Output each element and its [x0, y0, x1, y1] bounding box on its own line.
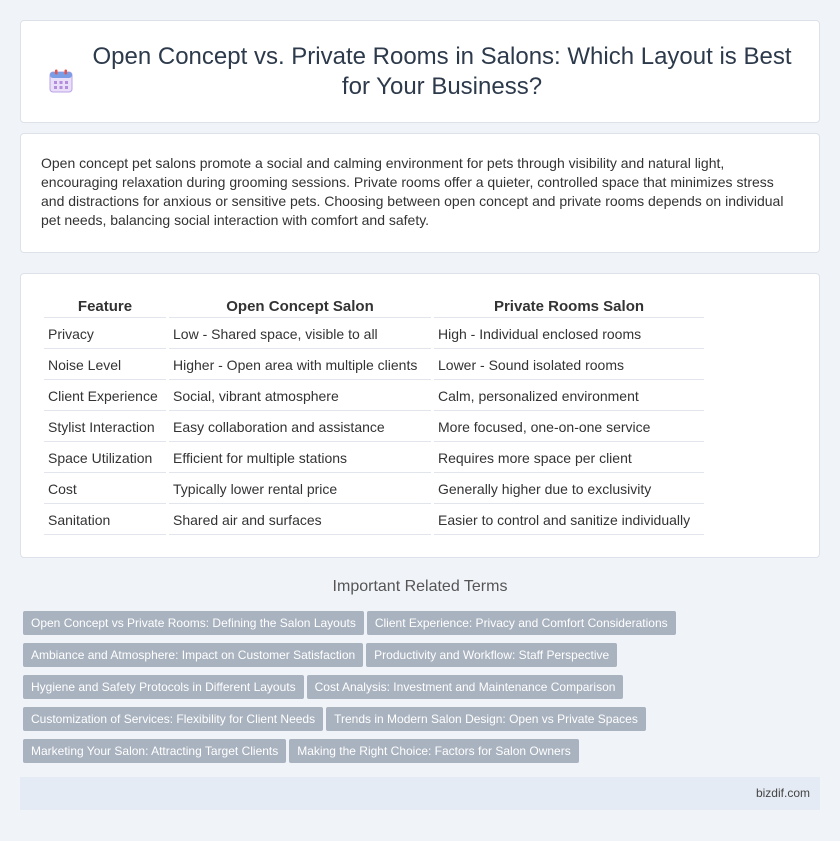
table-cell: High - Individual enclosed rooms [434, 318, 704, 349]
footer [20, 777, 820, 810]
table-cell: Calm, personalized environment [434, 380, 704, 411]
table-row [44, 318, 704, 349]
table-cell: Easier to control and sanitize individually [434, 504, 704, 535]
related-term-tag[interactable]: Open Concept vs Private Rooms: Defining the Salon Layouts [23, 611, 364, 635]
related-term-tag[interactable]: Client Experience: Privacy and Comfort Considerations [367, 611, 676, 635]
related-term-tag[interactable]: Marketing Your Salon: Attracting Target Clients [23, 739, 286, 763]
related-terms-list [23, 611, 823, 771]
table-cell: Efficient for multiple stations [169, 442, 431, 473]
table-cell: Space Utilization [44, 442, 166, 473]
table-cell: More focused, one-on-one service [434, 411, 704, 442]
table-cell: Higher - Open area with multiple clients [169, 349, 431, 380]
table-row [44, 473, 704, 504]
table-row [44, 504, 704, 535]
header-private-rooms: Private Rooms Salon [434, 296, 704, 318]
related-terms-title: Important Related Terms [332, 578, 508, 595]
header-feature: Feature [44, 296, 166, 318]
table-cell: Low - Shared space, visible to all [169, 318, 431, 349]
table-cell: Typically lower rental price [169, 473, 431, 504]
table-row [44, 442, 704, 473]
intro-paragraph: Open concept pet salons promote a social and calming environment for pets through visibility and natural light, encouraging relaxation during grooming sessions. Private rooms offer a quieter, controlled space that minimizes stress and distractions for anxious or sensitive pets. Choosing between open concept and private rooms depends on individual pet needs, balancing social interaction with comfort and safety. [41, 155, 784, 228]
table-row [44, 411, 704, 442]
table-cell: Easy collaboration and assistance [169, 411, 431, 442]
related-term-tag[interactable]: Productivity and Workflow: Staff Perspective [366, 643, 617, 667]
table-cell: Generally higher due to exclusivity [434, 473, 704, 504]
calendar-icon [48, 68, 74, 94]
table-cell: Privacy [44, 318, 166, 349]
table-cell: Noise Level [44, 349, 166, 380]
comparison-card [20, 273, 820, 558]
table-cell: Lower - Sound isolated rooms [434, 349, 704, 380]
comparison-table [41, 296, 707, 535]
table-cell: Social, vibrant atmosphere [169, 380, 431, 411]
table-row [44, 380, 704, 411]
footer-site-link[interactable]: bizdif.com [755, 786, 810, 800]
related-term-tag[interactable]: Cost Analysis: Investment and Maintenance Comparison [307, 675, 624, 699]
table-cell: Stylist Interaction [44, 411, 166, 442]
related-term-tag[interactable]: Hygiene and Safety Protocols in Different Layouts [23, 675, 304, 699]
related-term-tag[interactable]: Ambiance and Atmosphere: Impact on Customer Satisfaction [23, 643, 363, 667]
related-term-tag[interactable]: Making the Right Choice: Factors for Salon Owners [289, 739, 578, 763]
related-term-tag[interactable]: Trends in Modern Salon Design: Open vs Private Spaces [326, 707, 646, 731]
table-cell: Requires more space per client [434, 442, 704, 473]
table-cell: Shared air and surfaces [169, 504, 431, 535]
table-cell: Sanitation [44, 504, 166, 535]
table-header-row [44, 296, 704, 318]
table-row [44, 349, 704, 380]
table-cell: Cost [44, 473, 166, 504]
intro-card [20, 133, 820, 253]
page-title: Open Concept vs. Private Rooms in Salons: Which Layout is Best for Your Business? [92, 42, 792, 100]
table-cell: Client Experience [44, 380, 166, 411]
title-card [20, 20, 820, 123]
header-open-concept: Open Concept Salon [169, 296, 431, 318]
related-term-tag[interactable]: Customization of Services: Flexibility for Client Needs [23, 707, 323, 731]
